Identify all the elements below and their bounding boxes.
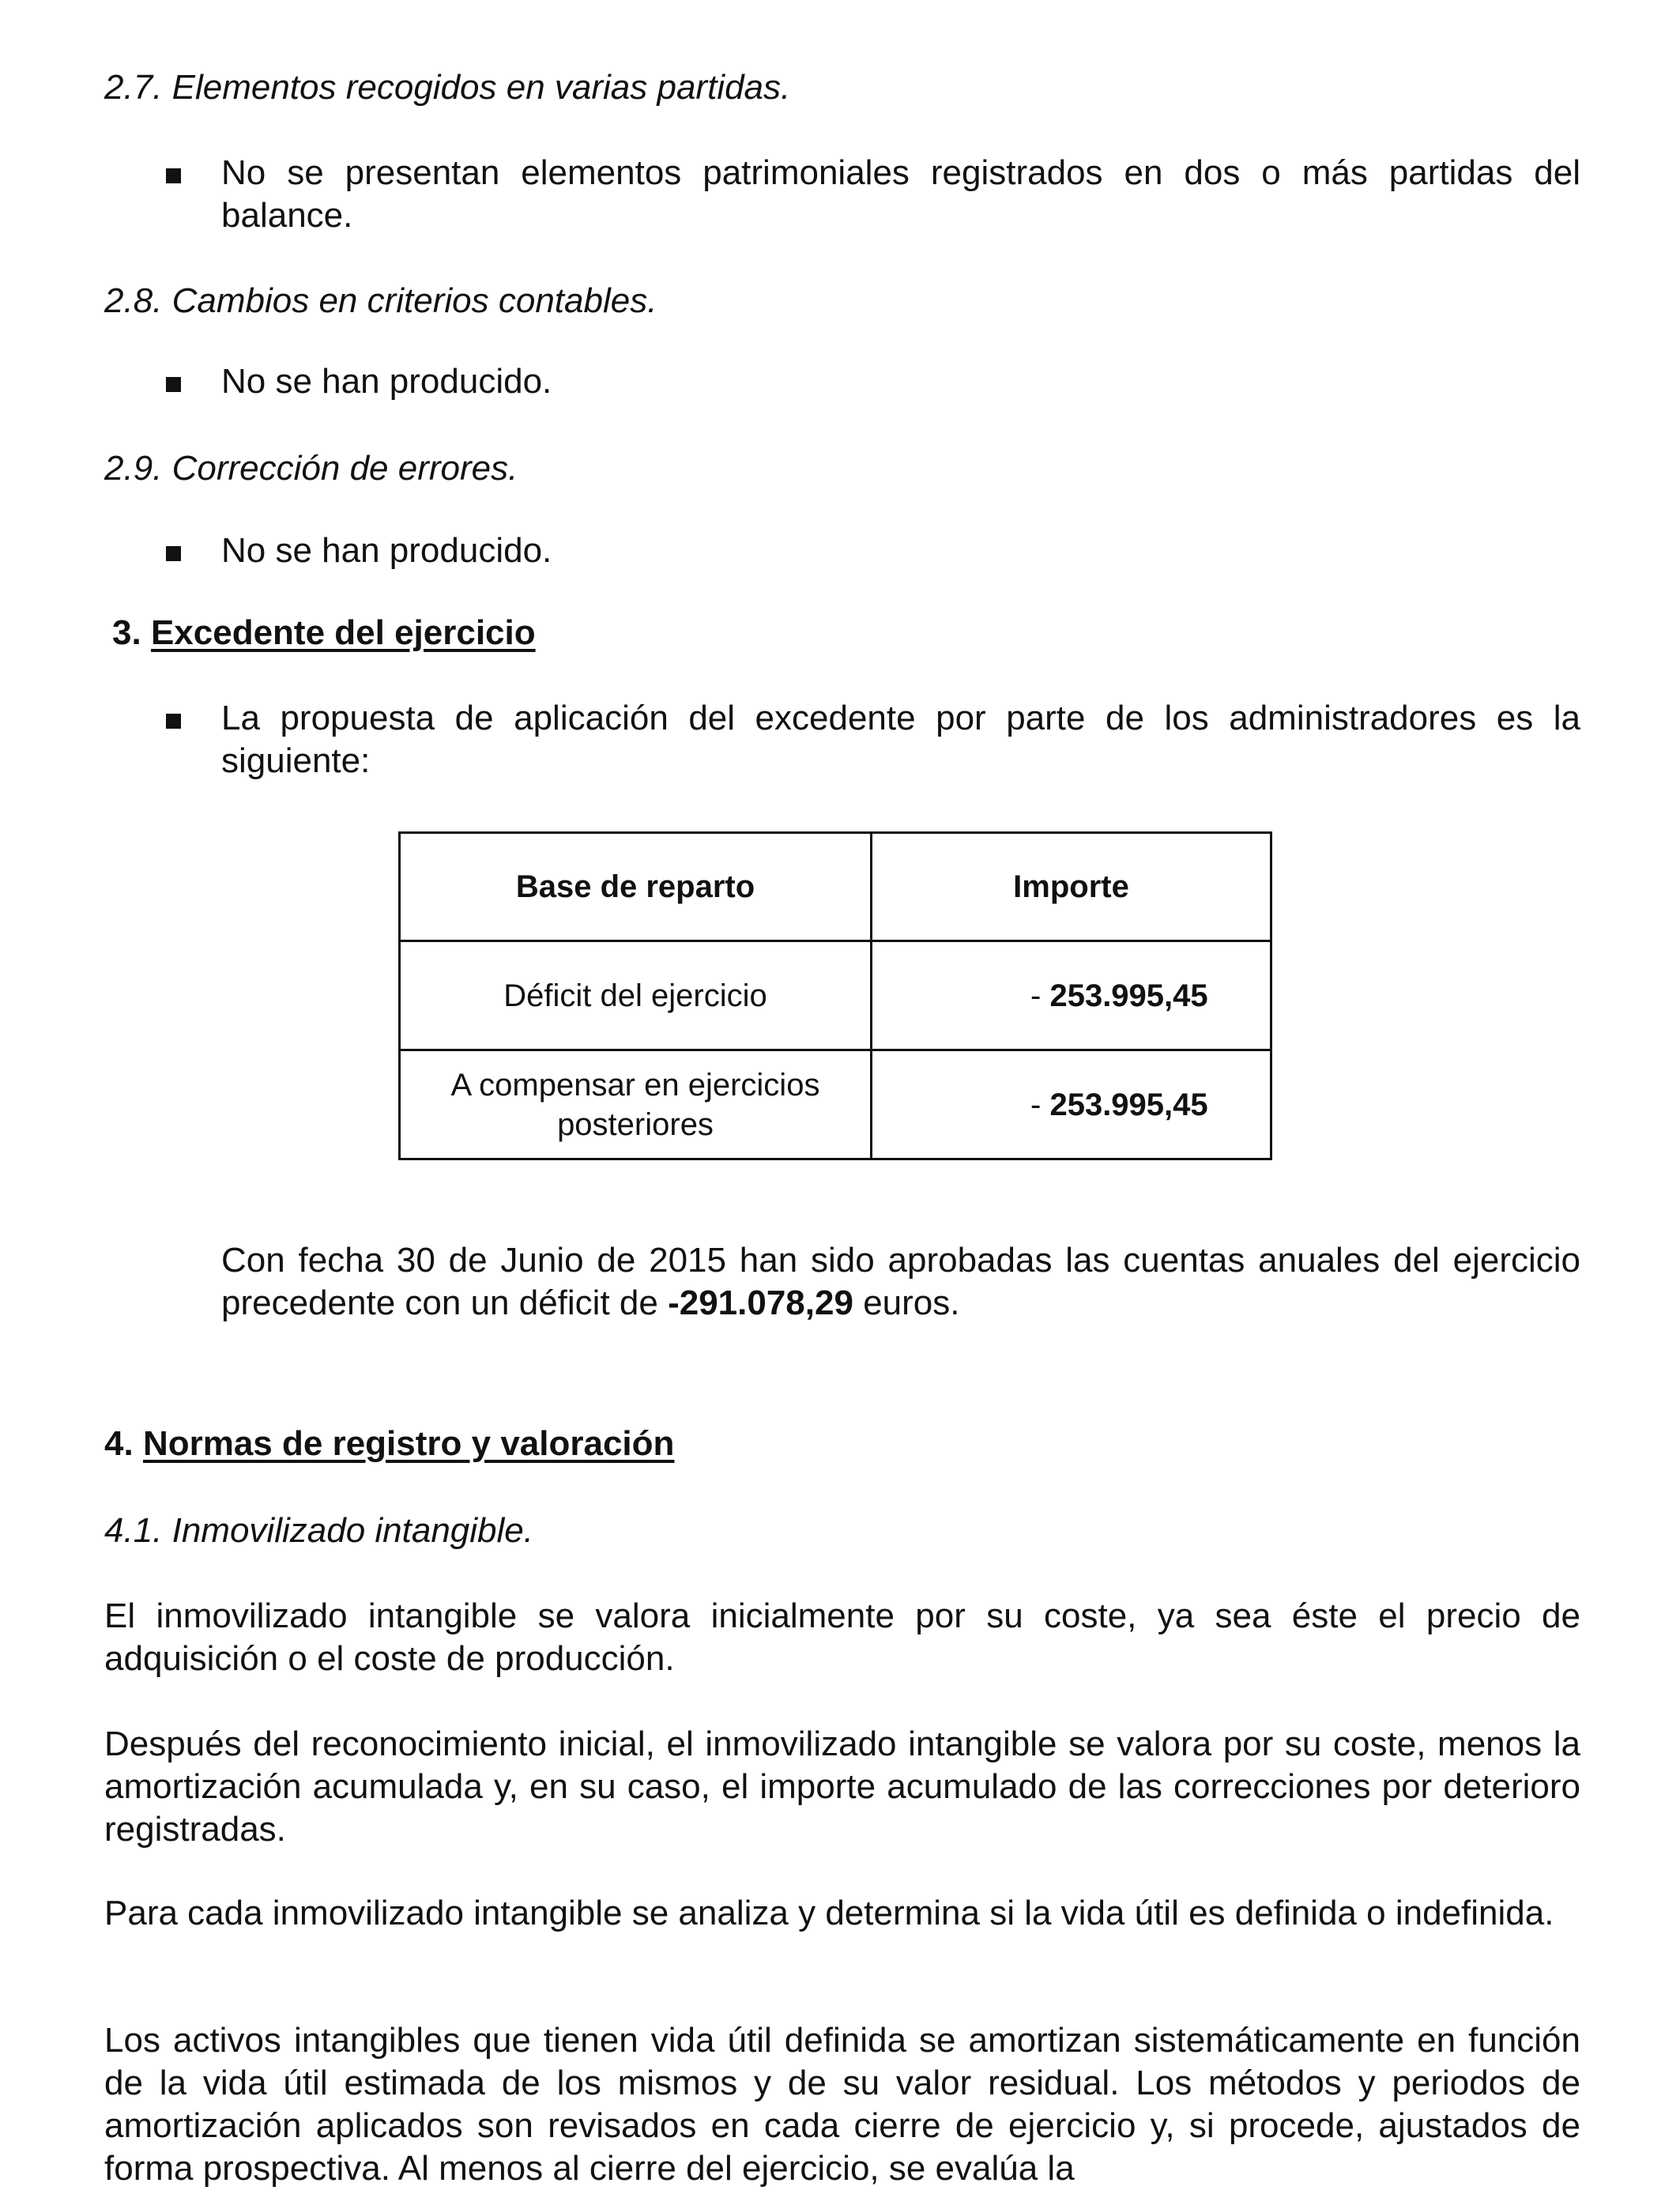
bullet-text-2-8: No se han producido. xyxy=(221,362,552,401)
table-cell-label: A compensar en ejercicios posteriores xyxy=(400,1050,872,1159)
table-header-cell: Importe xyxy=(872,833,1271,941)
amount-value: 253.995,45 xyxy=(1049,1087,1208,1122)
square-bullet-icon xyxy=(166,168,181,183)
table-row xyxy=(400,941,1271,1050)
table-row xyxy=(400,1050,1271,1159)
bullet-text-2-7: No se presentan elementos patrimoniales registrados en dos o más partidas del balance. xyxy=(221,153,1580,235)
table-cell-amount xyxy=(872,941,1271,1050)
table-cell-label: Déficit del ejercicio xyxy=(400,941,872,1050)
sub-heading-2-9: 2.9. Corrección de errores. xyxy=(104,449,518,488)
surplus-distribution-table xyxy=(398,831,1272,1160)
paragraph: Para cada inmovilizado intangible se analiza y determina si la vida útil es definida o indefinida. xyxy=(104,1894,1554,1932)
approval-note-text: Con fecha 30 de Junio de 2015 han sido aprobadas las cuentas anuales del ejercicio precedente con un déficit de xyxy=(221,1241,1580,1322)
amount-sign: - xyxy=(1030,1087,1042,1122)
approval-note-unit: euros. xyxy=(863,1284,960,1322)
bullet-text-3: La propuesta de aplicación del excedente por parte de los administradores es la siguiente: xyxy=(221,699,1580,780)
bullet-text-2-9: No se han producido. xyxy=(221,531,552,570)
section-number: 4. xyxy=(104,1424,134,1463)
sub-heading-4-1: 4.1. Inmovilizado intangible. xyxy=(104,1511,533,1550)
approval-note xyxy=(221,1239,1580,1325)
sub-heading-2-7: 2.7. Elementos recogidos en varias partidas. xyxy=(104,68,791,107)
approval-note-amount: -291.078,29 xyxy=(668,1284,853,1322)
square-bullet-icon xyxy=(166,377,181,392)
section-title: Normas de registro y valoración xyxy=(142,1424,675,1463)
table-header-cell: Base de reparto xyxy=(400,833,872,941)
amount-value: 253.995,45 xyxy=(1049,978,1208,1013)
paragraph: Los activos intangibles que tienen vida útil definida se amortizan sistemáticamente en función de la vida útil estimada de los mismos y de su valor residual. Los métodos y periodos de amortización aplicados son revisados en cada cierre de ejercicio y, si procede, ajustados de forma prospectiva. Al menos al cierre del ejercicio, se evalúa la xyxy=(104,2021,1580,2188)
section-number: 3. xyxy=(112,613,141,652)
paragraph: El inmovilizado intangible se valora inicialmente por su coste, ya sea éste el precio de adquisición o el coste de producción. xyxy=(104,1596,1580,1678)
section-title: Excedente del ejercicio xyxy=(150,613,536,652)
section-heading-3 xyxy=(112,612,536,654)
square-bullet-icon xyxy=(166,546,181,561)
square-bullet-icon xyxy=(166,714,181,729)
amount-sign: - xyxy=(1030,978,1042,1013)
paragraph: Después del reconocimiento inicial, el inmovilizado intangible se valora por su coste, menos la amortización acumulada y, en su caso, el importe acumulado de las correcciones por deterioro registradas. xyxy=(104,1725,1580,1849)
table-cell-amount xyxy=(872,1050,1271,1159)
sub-heading-2-8: 2.8. Cambios en criterios contables. xyxy=(104,281,657,320)
section-heading-4 xyxy=(104,1423,674,1465)
table-header-row xyxy=(400,833,1271,941)
